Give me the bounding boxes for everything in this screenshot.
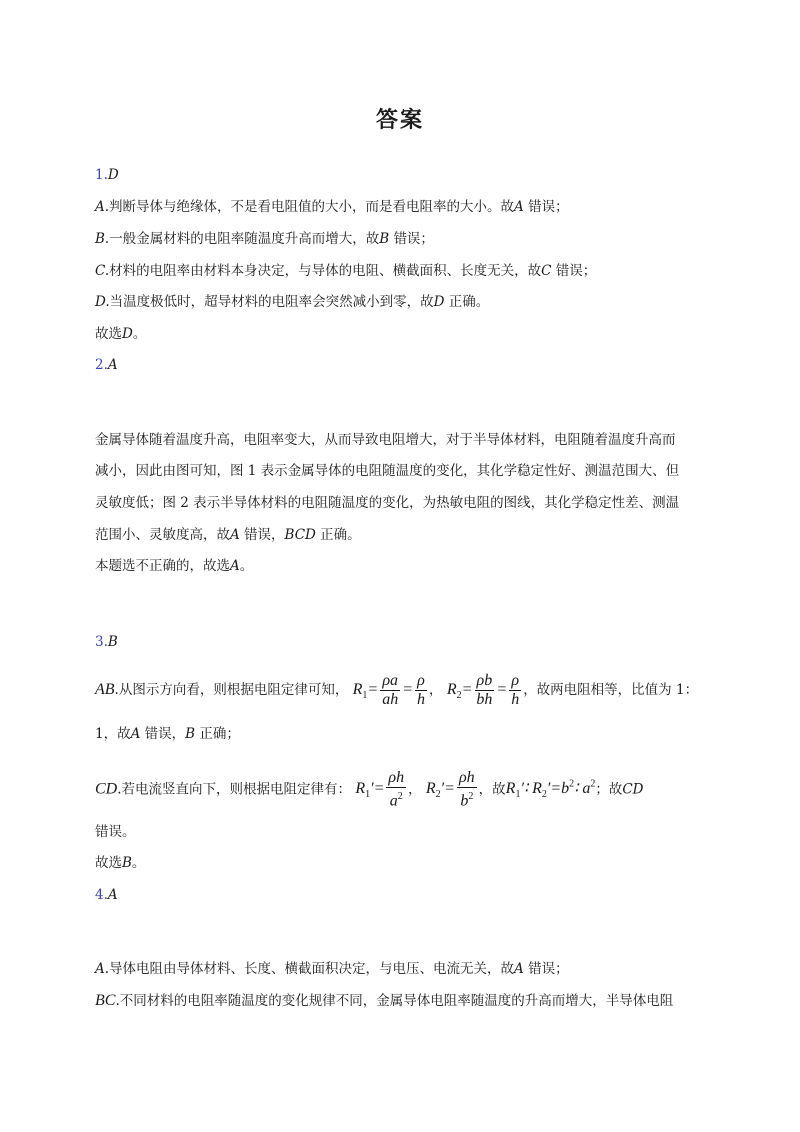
q4-line-a: A.导体电阻由导体材料、长度、横截面积决定，与电压、电流无关，故A 错误； [95,961,569,977]
q2-para-line-1: 金属导体随着温度升高，电阻率变大，从而导致电阻增大，对于半导体材料，电阻随着温度升高而 [95,432,676,448]
q1-answer: D [107,167,119,183]
q1-line-c: C.材料的电阻率由材料本身决定，与导体的电阻、横截面积、长度无关，故C 错误； [95,263,597,279]
q4-heading [95,885,118,905]
r1-prime-formula: $R_1'=$ $\frac{\rho h}{a^2}$ [355,769,405,810]
q2-para-line-3: 灵敏度低；图 2 表示半导体材料的电阻随温度的变化，为热敏电阻的图线，其化学稳定性差、测温 [95,495,680,511]
r2-prime-formula: $R_2'=$ $\frac{\rho h}{b^2}$ [425,769,475,810]
q3-conclusion: 故选B。 [95,855,146,871]
q2-para-line-4: 范围小、灵敏度高，故A 错误，BCD 正确。 [95,527,361,543]
page-title: 答案 [375,107,424,133]
q3-heading [95,632,118,652]
q1-line-a: A.判断导体与绝缘体，不是看电阻值的大小，而是看电阻率的大小。故A 错误； [95,199,569,215]
q1-conclusion: 故选D。 [95,326,147,342]
r1-formula: $R_1=$ $\frac{\rho a}{ah}$ = $\frac{\rho}{h}$ [352,671,426,708]
q1-number: 1. [95,167,108,183]
q4-answer: A [107,887,118,903]
q1-heading [95,165,119,185]
q2-para-line-2: 减小，因此由图可知，图 1 表示金属导体的电阻随温度的变化，其化学稳定性好、测温范围大、但 [95,463,680,479]
q3-cd-line-2: 错误。 [95,824,136,840]
q2-number: 2. [95,357,108,373]
q1-line-b: B.一般金属材料的电阻率随温度升高而增大，故B 错误； [95,231,434,247]
r2-formula: $R_2=$ $\frac{\rho b}{bh}$ = $\frac{\rho}{h}$ [446,671,520,708]
q3-ab-line-2: 1，故A 错误，B 正确； [95,726,240,742]
ratio-formula: $R_1'∶$ $R_2'=b^2∶$ $a^2$ [505,779,596,801]
q3-ab-line: AB.从图示方向看，则根据电阻定律可知， $R_1=$ $\frac{\rho a}{ah}$ = $\frac{\rho}{h}$ ， $R_2=$ $\frac{\rho b}{bh}$ = $\frac{\rho}{h}$ ，故两电阻相等，比值为 1： [95,671,699,708]
q1-line-d: D.当温度极低时，超导材料的电阻率会突然减小到零，故D 正确。 [95,294,490,310]
q4-line-bc: BC.不同材料的电阻率随温度的变化规律不同，金属导体电阻率随温度的升高而增大，半导体电阻 [95,992,674,1009]
q2-answer: A [107,357,118,373]
q3-answer: B [107,634,118,650]
q3-number: 3. [95,634,108,650]
q2-conclusion: 本题选不正确的，故选A。 [95,558,254,574]
q3-cd-line: CD.若电流竖直向下，则根据电阻定律有： $R_1'=$ $\frac{\rho h}{a^2}$ ， $R_2'=$ $\frac{\rho h}{b^2}$ ，故$R_1'∶$ $R_2'=b^2∶$ $a^2$；故CD [95,769,644,810]
q4-number: 4. [95,887,108,903]
q2-heading [95,355,118,375]
